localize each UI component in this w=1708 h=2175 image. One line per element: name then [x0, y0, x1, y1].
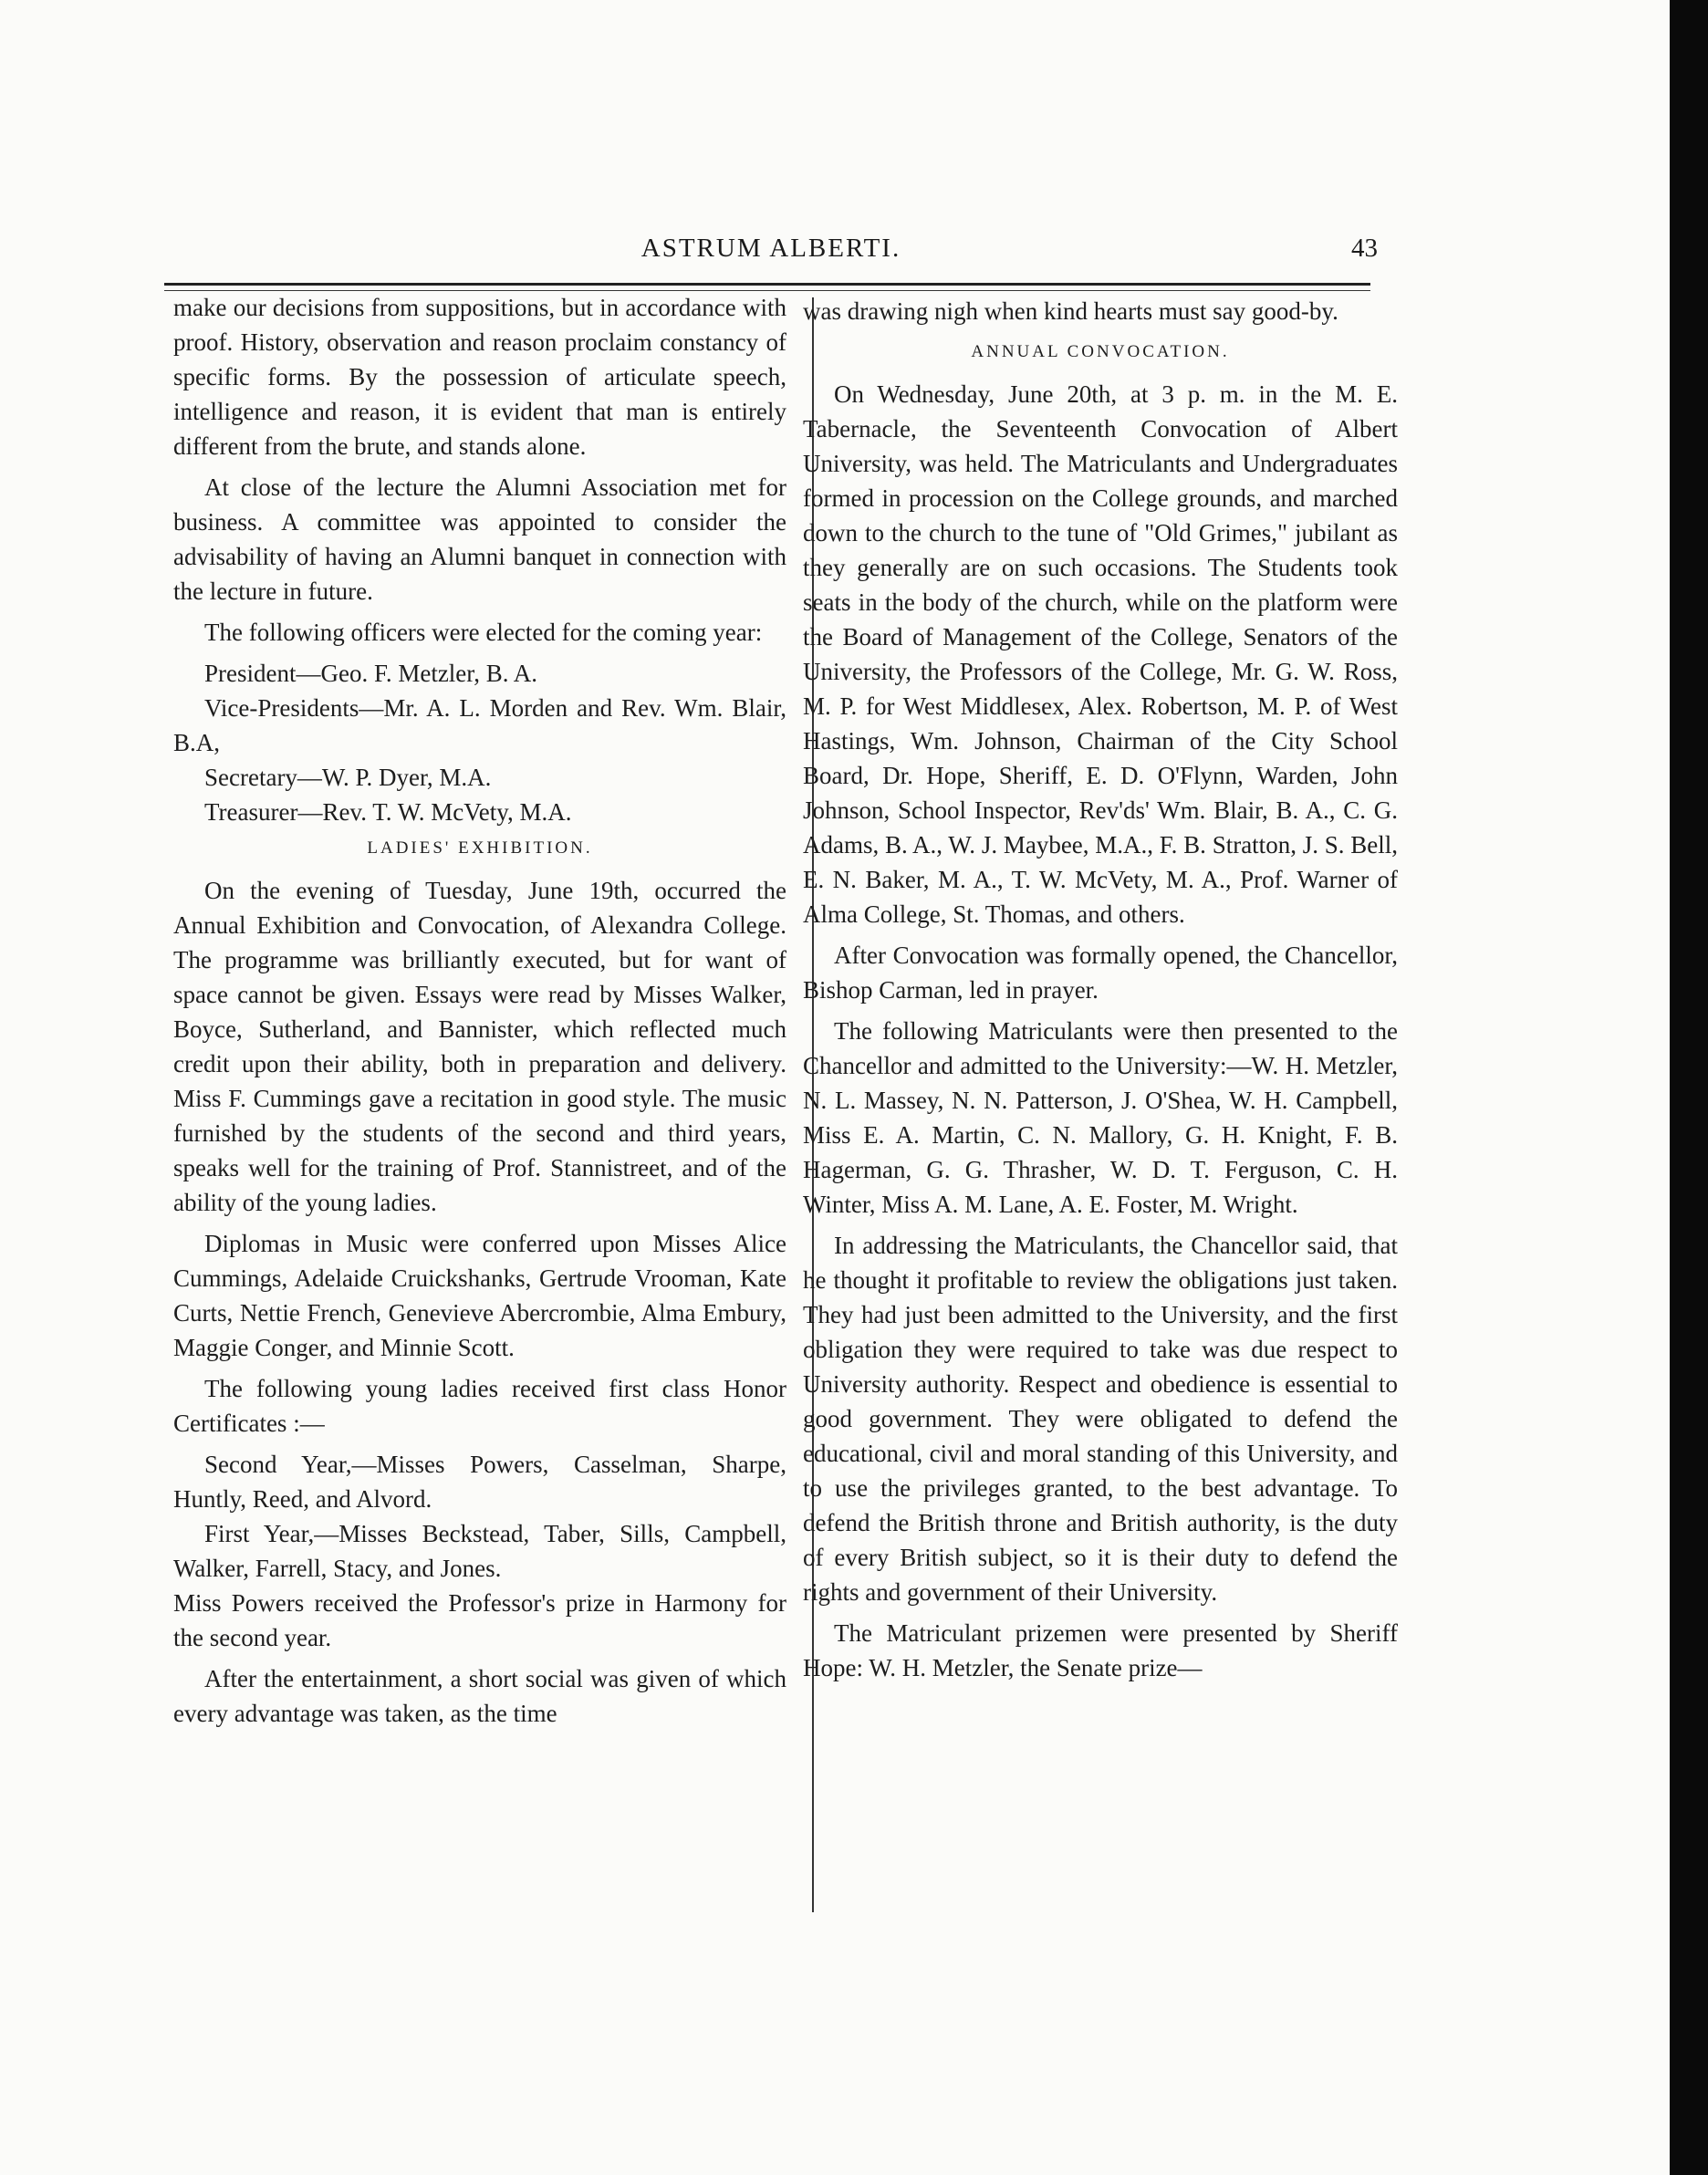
- paragraph: The following Matriculants were then presented to the Chancellor and admitted to the University:—W. H. Metzler, N. L. Massey, N. N. Patterson, J. O'Shea, W. H. Campbell, Miss E. A. Martin, C. N. Mallory, G. H. Knight, F. B. Hagerman, G. G. Thrasher, W. D. T. Ferguson, C. H. Winter, Miss A. M. Lane, A. E. Foster, M. Wright.: [803, 1017, 1398, 1218]
- paragraph: was drawing nigh when kind hearts must say good-by.: [803, 297, 1338, 325]
- officer-vice-presidents: Vice-Presidents—Mr. A. L. Morden and Rev. Wm. Blair, B.A,: [173, 694, 786, 756]
- paragraph: After the entertainment, a short social was given of which every advantage was taken, as the time: [173, 1665, 786, 1727]
- officer-president: President—Geo. F. Metzler, B. A.: [204, 660, 537, 687]
- paragraph: The following young ladies received first class Honor Certificates :—: [173, 1375, 786, 1437]
- paragraph: Diplomas in Music were conferred upon Misses Alice Cummings, Adelaide Cruickshanks, Gertrude Vrooman, Kate Curts, Nettie French, Genevieve Abercrombie, Alma Embury, Maggie Conger, and Minnie Scott.: [173, 1230, 786, 1361]
- officer-treasurer: Treasurer—Rev. T. W. McVety, M.A.: [204, 798, 572, 826]
- right-column: [803, 294, 1398, 1691]
- paragraph: At close of the lecture the Alumni Association met for business. A committee was appointed to consider the advisability of having an Alumni banquet in connection with the lecture in future.: [173, 474, 786, 605]
- running-title: ASTRUM ALBERTI.: [640, 234, 901, 263]
- paragraph: On Wednesday, June 20th, at 3 p. m. in the M. E. Tabernacle, the Seventeenth Convocation of Albert University, was held. The Matriculants and Undergraduates formed in procession on the College grounds, and marched down to the church to the tune of "Old Grimes," jubilant as they generally are on such occasions. The Students took seats in the body of the church, while on the platform were the Board of Management of the College, Senators of the University, the Professors of the College, Mr. G. W. Ross, M. P. for West Middlesex, Alex. Robertson, M. P. of West Hastings, Wm. Johnson, Chairman of the City School Board, Dr. Hope, Sheriff, E. D. O'Flynn, Warden, John Johnson, School Inspector, Rev'ds' Wm. Blair, B. A., C. G. Adams, B. A., W. J. Maybee, M.A., F. B. Stratton, J. S. Bell, E. N. Baker, M. A., T. W. McVety, M. A., Prof. Warner of Alma College, St. Thomas, and others.: [803, 380, 1398, 928]
- paragraph: In addressing the Matriculants, the Chancellor said, that he thought it profitable to review the obligations just taken. They had just been admitted to the University, and the first obligation they were required to take was due respect to University authority. Respect and obedience is essential to good government. They were obligated to defend the educational, civil and moral standing of this University, and to use the privileges granted, to the best advantage. To defend the British throne and British authority, is the duty of every British subject, so it is their duty to defend the rights and government of their University.: [803, 1232, 1398, 1606]
- paragraph: make our decisions from suppositions, but in accordance with proof. History, observation and reason proclaim constancy of specific forms. By the possession of articulate speech, intelligence and reason, it is evident that man is entirely different from the brute, and stands alone.: [173, 294, 786, 460]
- paragraph: The following officers were elected for the coming year:: [204, 619, 763, 646]
- section-heading-ladies-exhibition: LADIES' EXHIBITION.: [367, 838, 593, 858]
- paragraph: The Matriculant prizemen were presented by Sheriff Hope: W. H. Metzler, the Senate prize—: [803, 1619, 1398, 1681]
- paragraph: Miss Powers received the Professor's prize in Harmony for the second year.: [173, 1589, 786, 1651]
- certificate-second-year: Second Year,—Misses Powers, Casselman, Sharpe, Huntly, Reed, and Alvord.: [173, 1451, 786, 1513]
- page-header: [164, 234, 1378, 270]
- left-column: [173, 290, 786, 1737]
- certificate-first-year: First Year,—Misses Beckstead, Taber, Sills, Campbell, Walker, Farrell, Stacy, and Jones.: [173, 1520, 786, 1582]
- paragraph: On the evening of Tuesday, June 19th, occurred the Annual Exhibition and Convocation, of Alexandra College. The programme was brilliantly executed, but for want of space cannot be given. Essays were read by Misses Walker, Boyce, Sutherland, and Bannister, which reflected much credit upon their ability, both in preparation and delivery. Miss F. Cummings gave a recitation in good style. The music furnished by the students of the second and third years, speaks well for the training of Prof. Stannistreet, and of the ability of the young ladies.: [173, 877, 786, 1216]
- header-rule-thick: [164, 283, 1370, 286]
- section-heading-annual-convocation: ANNUAL CONVOCATION.: [971, 342, 1230, 361]
- scan-edge: [1670, 0, 1708, 2175]
- paragraph: After Convocation was formally opened, the Chancellor, Bishop Carman, led in prayer.: [803, 942, 1398, 1004]
- officer-secretary: Secretary—W. P. Dyer, M.A.: [204, 764, 492, 791]
- page-number: 43: [1351, 234, 1378, 263]
